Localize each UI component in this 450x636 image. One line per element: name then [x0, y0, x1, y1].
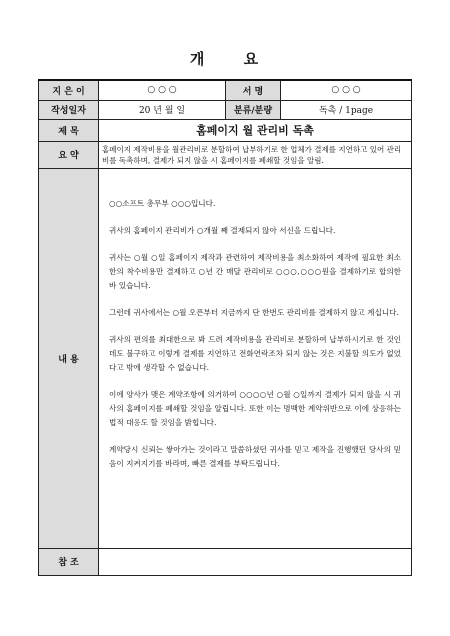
date-label: 작성일자: [39, 100, 99, 119]
content-paragraph: 계약당시 신뢰는 쌓아가는 것이라고 말씀하셨던 귀사를 믿고 제작을 진행했던 당사의 믿음이 지켜지기를 바라며, 빠른 결제를 부탁드립니다.: [109, 444, 401, 468]
content-paragraph: ○○소프트 총무부 ○○○입니다.: [109, 198, 216, 208]
content-paragraph: 귀사는 ○월 ○일 홈페이지 제작과 관련하여 제작비용을 최소화하여 제작에 필요한 최소한의 착수비용만 결제하고 ○년 간 매달 관리비로 ○○○,○○○원을 결제하기로 합의한 바 있습니다.: [109, 252, 401, 290]
signature-value: ○ ○ ○: [281, 80, 412, 100]
row-author: [39, 80, 412, 100]
subject-value: 홈페이지 월 관리비 독촉: [99, 119, 412, 141]
summary-label: 요 약: [39, 141, 99, 168]
category-value: 독촉 / 1page: [281, 100, 412, 119]
row-reference: [39, 548, 412, 575]
row-subject: [39, 119, 412, 141]
date-value: 20 년 월 일: [99, 100, 226, 119]
summary-value: 홈페이지 제작비용을 월관리비로 분할하여 납부하기로 한 업체가 결제를 지연하고 있어 관리비를 독촉하며, 결제가 되지 않을 시 홈페이지를 폐쇄할 것임을 알림.: [99, 141, 412, 168]
reference-label: 참 조: [39, 548, 99, 575]
content-paragraph: 귀사의 편의를 최대한으로 봐 드려 제작비용을 관리비로 분할하여 납부하시기로 한 것인데도 불구하고 이렇게 결제를 지연하고 전화연락조차 되지 않는 것은 지불할 의도가 없었다고 밖에 생각할 수 없습니다.: [109, 334, 401, 372]
content-paragraph: 이에 양사가 맺은 계약조항에 의거하여 ○○○○년 ○월 ○일까지 결제가 되지 않을 시 귀사의 홈페이지를 폐쇄할 것임을 알립니다. 또한 이는 명백한 계약위반으로 이에 상응하는 법적 대응도 할 것임을 밝힙니다.: [109, 389, 401, 427]
subject-label: 제 목: [39, 119, 99, 141]
row-content: [39, 168, 412, 548]
author-label: 지 은 이: [39, 80, 99, 100]
reference-value: [99, 548, 412, 575]
document-title: 개 요: [189, 50, 261, 68]
summary-form-table: [38, 79, 412, 576]
row-summary: [39, 141, 412, 168]
row-date: [39, 100, 412, 119]
content-body: [99, 168, 412, 548]
signature-label: 서 명: [226, 80, 281, 100]
content-label: 내 용: [39, 168, 99, 548]
content-paragraph: 귀사의 홈페이지 관리비가 ○개월 째 결제되지 않아 서신을 드립니다.: [109, 225, 336, 235]
category-label: 분류/분량: [226, 100, 281, 119]
author-value: ○ ○ ○: [99, 80, 226, 100]
content-paragraph: 그런데 귀사에서는 ○월 오픈부터 지금까지 단 한번도 관리비를 결제하지 않고 계십니다.: [109, 307, 399, 317]
